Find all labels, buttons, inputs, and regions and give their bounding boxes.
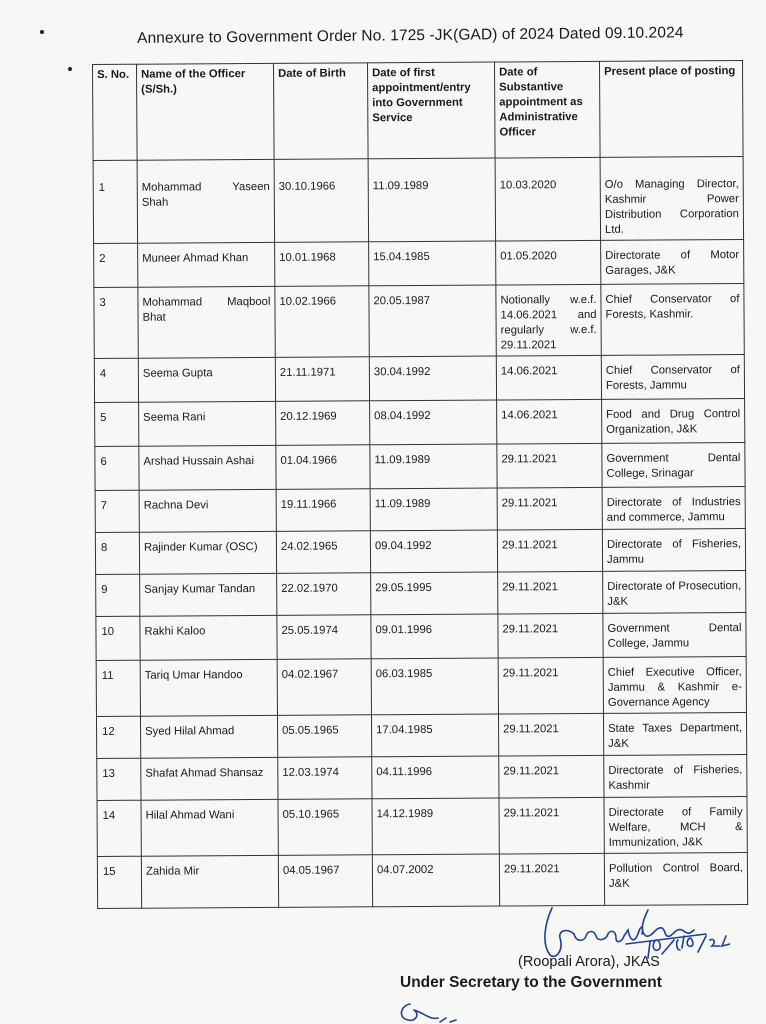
cell-sno: 6 <box>95 446 139 490</box>
cell-sno: 10 <box>96 616 140 660</box>
cell-name: Rachna Devi <box>139 489 276 532</box>
cell-name: Arshad Hussain Ashai <box>139 445 276 490</box>
cell-substantive-appointment: 29.11.2021 <box>498 657 603 714</box>
signature-block <box>380 900 766 1024</box>
cell-posting: Food and Drug Control Organization, J&K <box>602 399 745 444</box>
speck-mark <box>40 30 44 34</box>
table-row <box>95 399 745 447</box>
cell-substantive-appointment: Notionally w.e.f. 14.06.2021 and regularly w.e.f. 29.11.2021 <box>496 284 601 356</box>
table-row <box>96 613 746 661</box>
cell-dob: 20.12.1969 <box>276 401 370 446</box>
cell-posting: Chief Executive Officer, Jammu & Kashmir e-Governance Agency <box>603 657 746 714</box>
cell-dob: 24.02.1965 <box>276 531 370 574</box>
cell-substantive-appointment: 29.11.2021 <box>498 613 603 658</box>
cell-sno: 11 <box>96 660 140 716</box>
cell-sno: 14 <box>97 800 141 856</box>
cell-posting: Directorate of Prosecution, J&K <box>603 571 746 614</box>
cell-first-appointment: 14.12.1989 <box>372 798 499 855</box>
cell-sno: 8 <box>95 532 139 574</box>
annexure-title: Annexure to Government Order No. 1725 -JK(GAD) of 2024 Dated 09.10.2024 <box>137 24 684 47</box>
table-row <box>96 713 746 759</box>
table-row <box>95 487 745 533</box>
table-row <box>94 284 744 359</box>
cell-first-appointment: 29.05.1995 <box>371 572 498 615</box>
cell-dob: 10.01.1968 <box>275 242 369 287</box>
cell-first-appointment: 11.09.1989 <box>370 444 497 489</box>
cell-sno: 7 <box>95 490 139 532</box>
initials-mark <box>390 1000 460 1024</box>
cell-first-appointment: 20.05.1987 <box>369 285 496 357</box>
cell-posting: Directorate of Fisheries, Jammu <box>602 529 745 572</box>
cell-substantive-appointment: 29.11.2021 <box>497 443 602 488</box>
cell-sno: 3 <box>94 287 138 358</box>
cell-posting: Government Dental College, Jammu <box>603 613 746 658</box>
cell-sno: 12 <box>96 716 140 758</box>
cell-first-appointment: 09.01.1996 <box>371 614 498 659</box>
cell-substantive-appointment: 10.03.2020 <box>495 157 601 241</box>
cell-name: Muneer Ahmad Khan <box>138 242 275 287</box>
table-header-row <box>93 61 744 161</box>
col-header-substantive-appointment: Date of Substantive appointment as Administrative Officer <box>494 61 600 158</box>
cell-dob: 30.10.1966 <box>274 159 369 243</box>
cell-substantive-appointment: 29.11.2021 <box>499 853 604 906</box>
cell-posting: Chief Conservator of Forests, Kashmir. <box>601 284 744 356</box>
cell-substantive-appointment: 29.11.2021 <box>497 487 602 530</box>
cell-name: Mohammad Yaseen Shah <box>137 159 275 243</box>
col-header-sno: S. No. <box>93 64 138 160</box>
cell-substantive-appointment: 29.11.2021 <box>497 529 602 572</box>
cell-first-appointment: 09.04.1992 <box>370 530 497 573</box>
cell-posting: Chief Conservator of Forests, Jammu <box>601 355 744 400</box>
table-row <box>94 355 744 403</box>
cell-substantive-appointment: 29.11.2021 <box>499 755 604 798</box>
cell-first-appointment: 11.09.1989 <box>368 158 496 242</box>
cell-sno: 13 <box>97 758 141 800</box>
cell-substantive-appointment: 29.11.2021 <box>498 571 603 614</box>
cell-posting: Directorate of Motor Garages, J&K <box>601 240 744 285</box>
col-header-name: Name of the Officer (S/Sh.) <box>137 63 275 160</box>
cell-dob: 05.10.1965 <box>278 799 372 856</box>
cell-dob: 10.02.1966 <box>275 286 369 358</box>
cell-posting: Government Dental College, Srinagar <box>602 443 745 488</box>
cell-posting: O/o Managing Director, Kashmir Power Distribution Corporation Ltd. <box>600 157 744 241</box>
cell-name: Mohammad Maqbool Bhat <box>138 286 275 358</box>
cell-dob: 19.11.1966 <box>276 489 370 532</box>
table-row <box>94 240 744 288</box>
col-header-dob: Date of Birth <box>273 63 368 160</box>
cell-dob: 12.03.1974 <box>278 757 372 800</box>
table-row <box>97 755 747 801</box>
col-header-first-appointment: Date of first appointment/entry into Government Service <box>367 62 495 159</box>
cell-dob: 22.02.1970 <box>277 573 371 616</box>
cell-sno: 1 <box>93 160 138 243</box>
cell-name: Zahida Mir <box>141 855 278 908</box>
cell-first-appointment: 17.04.1985 <box>371 714 498 757</box>
cell-substantive-appointment: 14.06.2021 <box>496 355 601 400</box>
officers-table-wrapper <box>92 60 747 909</box>
cell-posting: Directorate of Industries and commerce, Jammu <box>602 487 745 530</box>
cell-name: Rajinder Kumar (OSC) <box>139 531 276 574</box>
cell-sno: 5 <box>95 402 139 446</box>
cell-posting: Pollution Control Board, J&K <box>604 853 747 906</box>
cell-first-appointment: 11.09.1989 <box>370 488 497 531</box>
cell-posting: State Taxes Department, J&K <box>603 713 746 756</box>
cell-first-appointment: 04.07.2002 <box>372 854 499 907</box>
signatory-name: (Roopali Arora), JKAS <box>518 954 660 970</box>
cell-dob: 21.11.1971 <box>275 357 369 402</box>
cell-name: Seema Rani <box>139 401 276 446</box>
cell-sno: 15 <box>97 856 141 908</box>
cell-name: Rakhi Kaloo <box>140 615 277 660</box>
cell-sno: 2 <box>94 243 138 287</box>
cell-dob: 04.05.1967 <box>278 855 372 908</box>
cell-substantive-appointment: 29.11.2021 <box>498 713 603 756</box>
cell-dob: 01.04.1966 <box>276 445 370 490</box>
cell-name: Hilal Ahmad Wani <box>141 799 278 856</box>
cell-name: Shafat Ahmad Shansaz <box>141 757 278 800</box>
cell-sno: 9 <box>96 574 140 616</box>
col-header-posting: Present place of posting <box>599 61 743 158</box>
cell-first-appointment: 30.04.1992 <box>369 356 496 401</box>
table-row <box>93 157 743 244</box>
signatory-designation: Under Secretary to the Government <box>400 974 662 991</box>
cell-first-appointment: 04.11.1996 <box>372 756 499 799</box>
cell-name: Sanjay Kumar Tandan <box>140 573 277 616</box>
cell-first-appointment: 06.03.1985 <box>371 658 498 715</box>
cell-posting: Directorate of Fisheries, Kashmir <box>604 755 747 798</box>
cell-dob: 25.05.1974 <box>277 615 371 660</box>
cell-dob: 05.05.1965 <box>277 715 371 758</box>
cell-name: Tariq Umar Handoo <box>140 659 277 716</box>
cell-name: Syed Hilal Ahmad <box>140 715 277 758</box>
table-row <box>95 443 745 491</box>
cell-sno: 4 <box>94 358 138 402</box>
officers-table <box>92 60 748 909</box>
cell-substantive-appointment: 01.05.2020 <box>496 240 601 285</box>
cell-dob: 04.02.1967 <box>277 659 371 716</box>
table-row <box>96 571 746 617</box>
cell-first-appointment: 15.04.1985 <box>369 241 496 286</box>
speck-mark <box>68 67 72 71</box>
cell-substantive-appointment: 29.11.2021 <box>499 797 604 854</box>
table-row <box>97 797 747 857</box>
cell-posting: Directorate of Family Welfare, MCH & Immunization, J&K <box>604 797 747 854</box>
cell-name: Seema Gupta <box>138 357 275 402</box>
table-row <box>96 657 746 717</box>
table-row <box>95 529 745 575</box>
cell-substantive-appointment: 14.06.2021 <box>497 399 602 444</box>
cell-first-appointment: 08.04.1992 <box>370 400 497 445</box>
